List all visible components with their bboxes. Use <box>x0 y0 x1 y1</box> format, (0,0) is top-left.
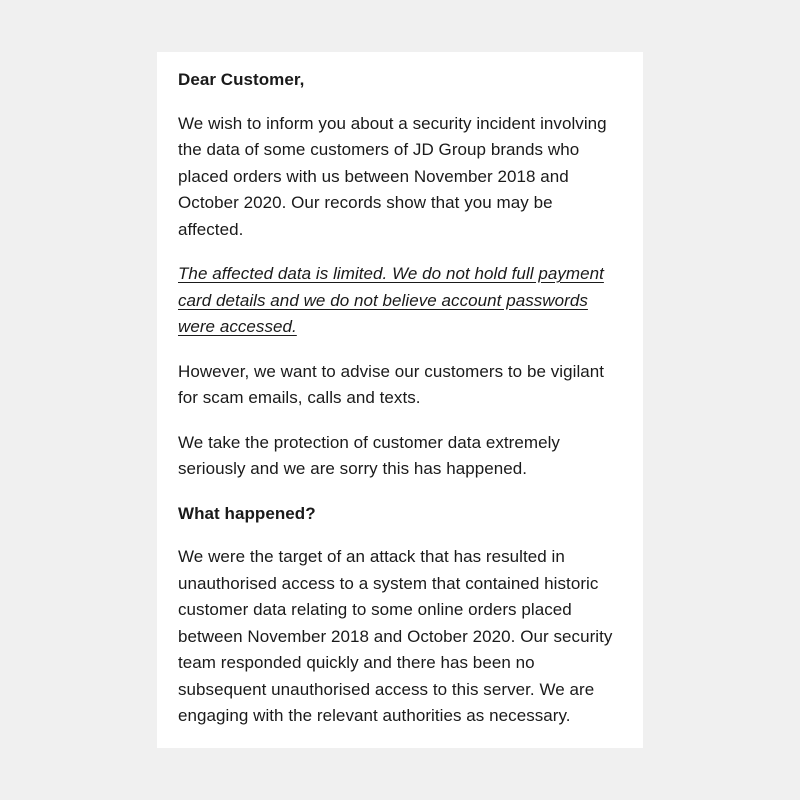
email-paragraph-vigilance: However, we want to advise our customers to be vigilant for scam emails, calls and texts. <box>178 361 605 407</box>
email-body <box>157 52 643 748</box>
email-paragraph-apology: We take the protection of customer data extremely seriously and we are sorry this has happened. <box>178 432 560 478</box>
section-heading-what-happened: What happened? <box>178 503 316 523</box>
email-paragraph-incident: We wish to inform you about a security incident involving the data of some customers of JD Group brands who placed orders with us between November 2018 and October 2020. Our records show that you may be affected. <box>178 113 607 239</box>
email-paragraph-affected-data: The affected data is limited. We do not hold full payment card details and we do not believe account passwords were accessed. <box>178 264 604 336</box>
email-paragraph-what-happened: We were the target of an attack that has resulted in unauthorised access to a system that contained historic customer data relating to some online orders placed between November 2018 and October 2020. Our security team responded quickly and there has been no subsequent unauthorised access to this server. We are engaging with the relevant authorities as necessary. <box>178 547 613 725</box>
email-greeting: Dear Customer, <box>178 70 305 89</box>
